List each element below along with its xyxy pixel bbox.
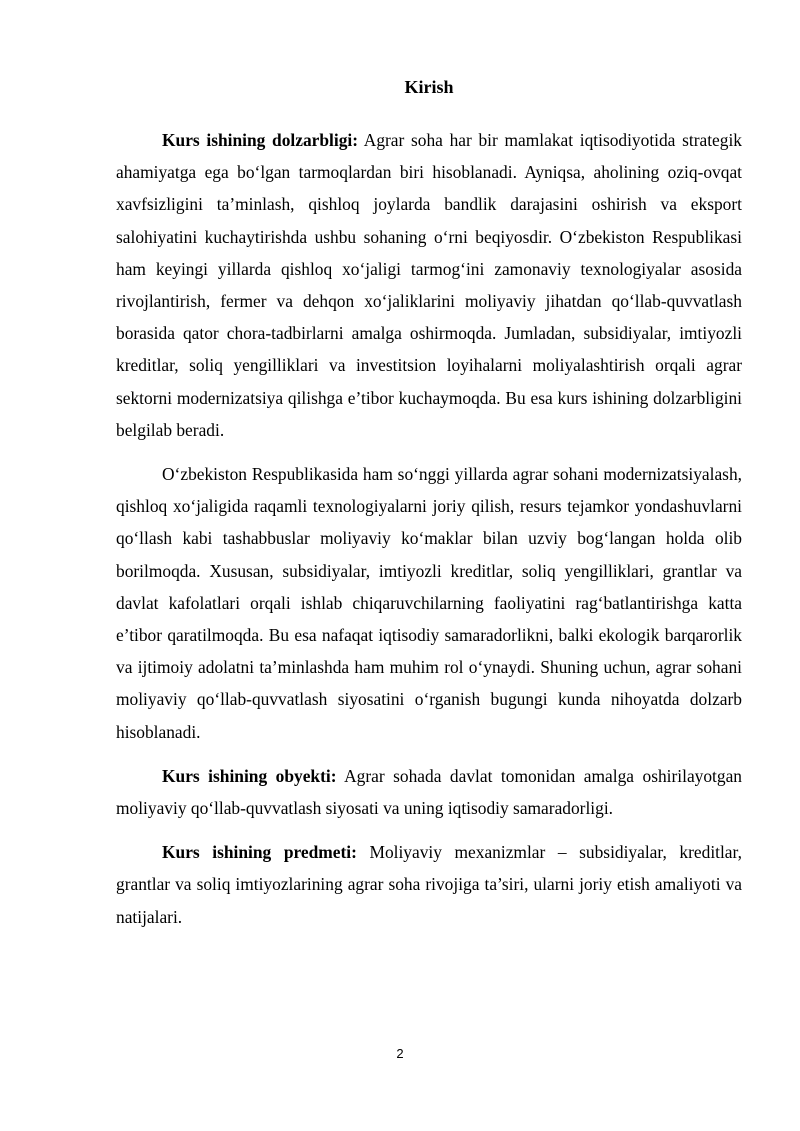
section-heading: Kirish: [404, 77, 454, 97]
paragraph-text: O‘zbekiston Respublikasida ham so‘nggi yillarda agrar sohani modernizatsiyalash, qishloq xo‘jaligida raqamli texnologiyalarni joriy qilish, resurs tejamkor yondashuvlarni qo‘llash kabi tashabbuslar moliyaviy ko‘maklar bilan uzviy bog‘langan holda olib borilmoqda. Xususan, subsidiyalar, imtiyozli kreditlar, soliq yengilliklari, grantlar va davlat kafolatlari orqali ishlab chiqaruvchilarning faoliyatini rag‘batlantirishga katta e’tibor qaratilmoqda. Bu esa nafaqat iqtisodiy samaradorlikni, balki ekologik barqarorlik va ijtimoiy adolatni ta’minlashda ham muhim rol o‘ynaydi. Shuning uchun, agrar sohani moliyaviy qo‘llab-quvvatlash siyosatini o‘rganish bugungi kunda nihoyatda dolzarb hisoblanadi.: [116, 464, 742, 742]
paragraph-lead: Kurs ishining obyekti:: [162, 765, 337, 786]
paragraph-relevance: [116, 124, 742, 446]
paragraph-object: [116, 760, 742, 824]
paragraph-context: [116, 458, 742, 748]
paragraph-subject: [116, 836, 742, 933]
document-page: [116, 72, 742, 945]
page-number: 2: [396, 1046, 404, 1061]
paragraph-text: Moliyaviy mexanizmlar – subsidiyalar, kreditlar, grantlar va soliq imtiyozlarining agrar soha rivojiga ta’siri, ularni joriy etish amaliyoti va natijalari.: [116, 842, 742, 927]
paragraph-text: Agrar sohada davlat tomonidan amalga oshirilayotgan moliyaviy qo‘llab-quvvatlash siyosati va uning iqtisodiy samaradorligi.: [116, 765, 742, 819]
paragraph-lead: Kurs ishining dolzarbligi:: [162, 130, 359, 150]
paragraph-text: Agrar soha har bir mamlakat iqtisodiyotida strategik ahamiyatga ega bo‘lgan tarmoqlardan biri hisoblanadi. Ayniqsa, aholining oziq-ovqat xavfsizligini ta’minlash, qishloq joylarda bandlik darajasini oshirish va eksport salohiyatini kuchaytirishda ushbu sohaning o‘rni beqiyosdir. O‘zbekiston Respublikasi ham keyingi yillarda qishloq xo‘jaligi tarmog‘ini zamonaviy texnologiyalar asosida rivojlantirish, fermer va dehqon xo‘jaliklarini moliyaviy jihatdan qo‘llab-quvvatlash borasida qator chora-tadbirlarni amalga oshirmoqda. Jumladan, subsidiyalar, imtiyozli kreditlar, soliq yengilliklari va investitsion loyihalarni moliyalashtirish orqali agrar sektorni modernizatsiya qilishga e’tibor kuchaymoqda. Bu esa kurs ishining dolzarbligini belgilab beradi.: [116, 130, 742, 440]
paragraph-lead: Kurs ishining predmeti:: [162, 842, 357, 863]
